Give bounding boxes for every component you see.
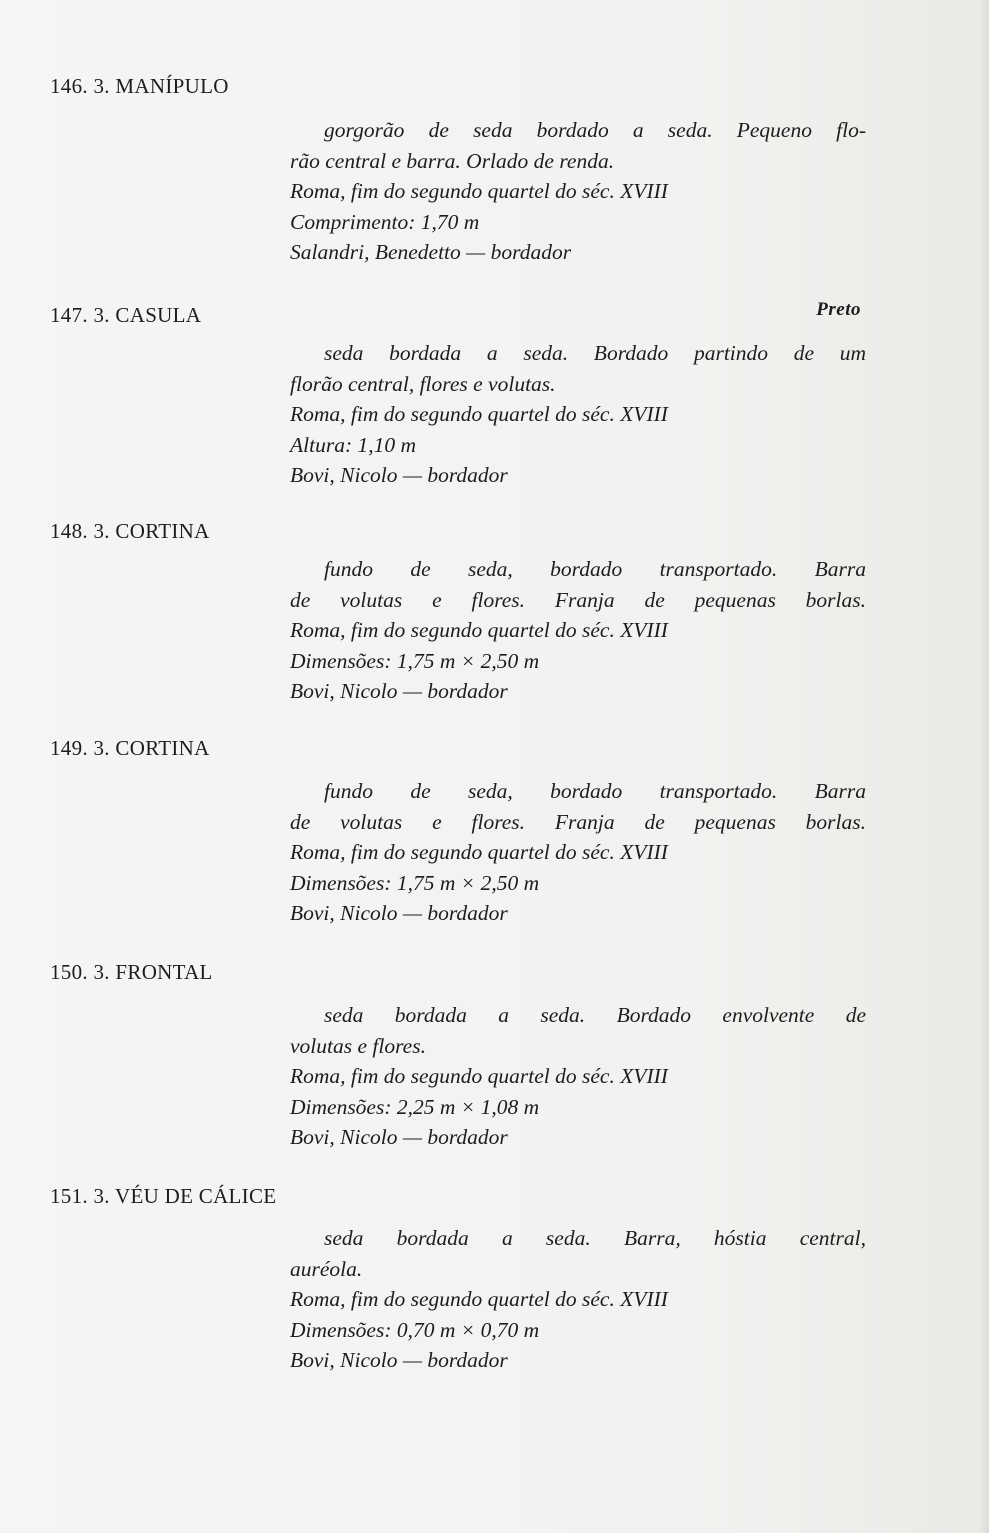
description-line: florão central, flores e volutas. bbox=[290, 371, 556, 396]
description-line: Roma, fim do segundo quartel do séc. XVIII bbox=[290, 1064, 668, 1088]
entry-heading bbox=[50, 74, 229, 99]
description-line: fundo de seda, bordado transportado. Barra bbox=[324, 779, 866, 803]
description-line: Dimensões: 1,75 m × 2,50 m bbox=[290, 870, 540, 895]
description-line: seda bordada a seda. Bordado partindo de um bbox=[324, 341, 866, 365]
description-line: Comprimento: 1,70 m bbox=[290, 209, 480, 234]
entry-heading bbox=[50, 519, 210, 544]
description-line: Bovi, Nicolo — bordador bbox=[290, 1125, 508, 1149]
description-line: Roma, fim do segundo quartel do séc. XVIII bbox=[290, 179, 668, 203]
description-line: rão central e barra. Orlado de renda. bbox=[290, 148, 615, 173]
description-line: gorgorão de seda bordado a seda. Pequeno flo- bbox=[324, 118, 866, 142]
entry-title: CASULA bbox=[115, 303, 202, 327]
entry-number: 149. 3. bbox=[50, 736, 110, 760]
entry-description bbox=[290, 338, 866, 491]
description-line: Roma, fim do segundo quartel do séc. XVIII bbox=[290, 618, 668, 642]
description-line: Bovi, Nicolo — bordador bbox=[290, 679, 508, 703]
description-line: de volutas e flores. Franja de pequenas borlas. bbox=[290, 809, 866, 834]
entry-heading bbox=[50, 960, 213, 985]
description-line: de volutas e flores. Franja de pequenas borlas. bbox=[290, 587, 866, 612]
entry-description bbox=[290, 1223, 866, 1376]
entry-title: VÉU DE CÁLICE bbox=[115, 1184, 277, 1208]
entry-heading bbox=[50, 736, 210, 761]
entry-heading bbox=[50, 303, 201, 328]
description-line: Salandri, Benedetto — bordador bbox=[290, 240, 572, 264]
description-line: auréola. bbox=[290, 1256, 363, 1281]
description-line: Dimensões: 0,70 m × 0,70 m bbox=[290, 1317, 540, 1342]
entry-heading bbox=[50, 1184, 276, 1209]
description-line: Roma, fim do segundo quartel do séc. XVIII bbox=[290, 402, 668, 426]
entry-title: MANÍPULO bbox=[115, 74, 229, 98]
description-line: Roma, fim do segundo quartel do séc. XVIII bbox=[290, 840, 668, 864]
entry-title: FRONTAL bbox=[115, 960, 213, 984]
description-line: seda bordada a seda. Bordado envolvente de bbox=[324, 1003, 866, 1027]
description-line: fundo de seda, bordado transportado. Barra bbox=[324, 557, 866, 581]
page-edge-shadow bbox=[979, 0, 989, 1533]
entry-description bbox=[290, 554, 866, 707]
description-line: Roma, fim do segundo quartel do séc. XVIII bbox=[290, 1287, 668, 1311]
entry-color-tag: Preto bbox=[816, 299, 861, 320]
description-line: Bovi, Nicolo — bordador bbox=[290, 1348, 508, 1372]
description-line: Bovi, Nicolo — bordador bbox=[290, 901, 508, 925]
description-line: volutas e flores. bbox=[290, 1033, 426, 1058]
entry-description bbox=[290, 1000, 866, 1153]
description-line: Altura: 1,10 m bbox=[290, 432, 417, 457]
entry-number: 150. 3. bbox=[50, 960, 110, 984]
entry-number: 151. 3. bbox=[50, 1184, 110, 1208]
description-line: Dimensões: 1,75 m × 2,50 m bbox=[290, 648, 540, 673]
description-line: Bovi, Nicolo — bordador bbox=[290, 463, 508, 487]
entry-title: CORTINA bbox=[115, 736, 210, 760]
entry-title: CORTINA bbox=[115, 519, 210, 543]
entry-number: 146. 3. bbox=[50, 74, 110, 98]
entry-description bbox=[290, 115, 866, 268]
entry-number: 148. 3. bbox=[50, 519, 110, 543]
description-line: seda bordada a seda. Barra, hóstia central, bbox=[324, 1226, 866, 1250]
entry-number: 147. 3. bbox=[50, 303, 110, 327]
entry-description bbox=[290, 776, 866, 929]
description-line: Dimensões: 2,25 m × 1,08 m bbox=[290, 1094, 540, 1119]
